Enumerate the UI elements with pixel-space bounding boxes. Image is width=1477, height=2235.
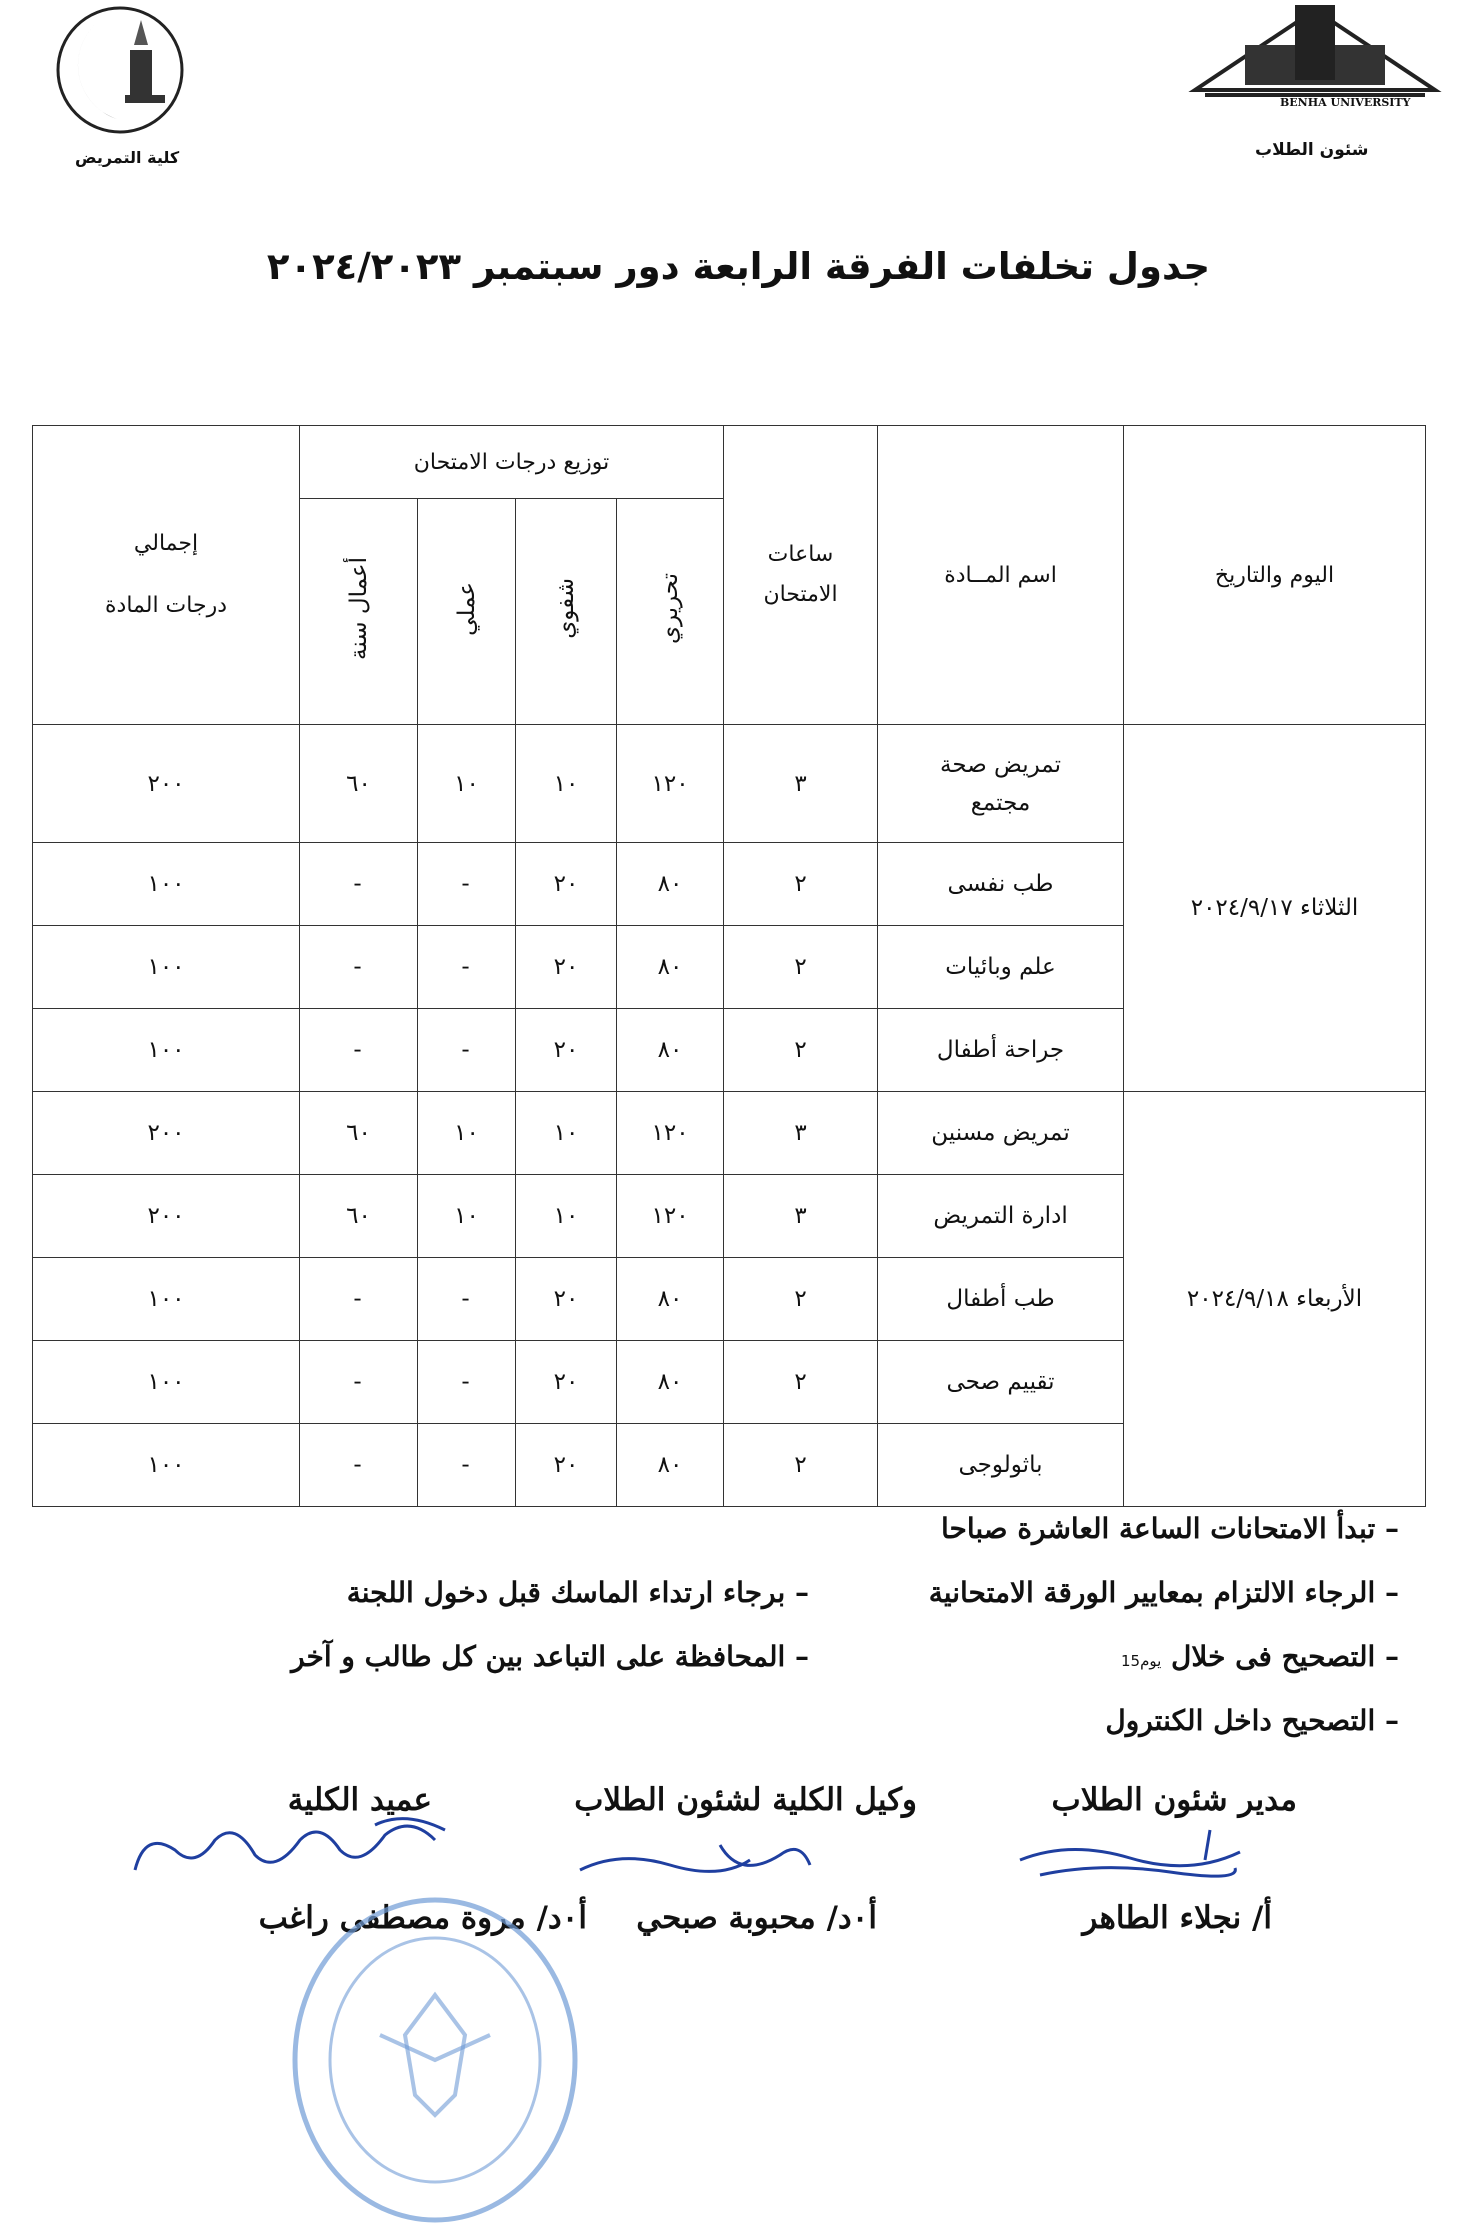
note-mask: – برجاء ارتداء الماسك قبل دخول اللجنة xyxy=(346,1576,809,1609)
table-row xyxy=(33,1092,1426,1175)
hours-cell: ٢ xyxy=(724,926,878,1009)
practical-cell: - xyxy=(418,1424,516,1507)
yearwork-cell: - xyxy=(300,1341,418,1424)
practical-cell: ١٠ xyxy=(418,1092,516,1175)
subject-cell: تمريض مسنين xyxy=(878,1092,1124,1175)
hours-cell: ٢ xyxy=(724,1341,878,1424)
subject-cell: ادارة التمريض xyxy=(878,1175,1124,1258)
practical-cell: - xyxy=(418,1009,516,1092)
total-cell: ١٠٠ xyxy=(33,1009,300,1092)
subject-cell: باثولوجى xyxy=(878,1424,1124,1507)
total-cell: ١٠٠ xyxy=(33,926,300,1009)
signature-title-student-affairs-manager: مدير شئون الطلاب xyxy=(1051,1782,1297,1818)
left-logo-caption: كلية التمريض xyxy=(75,148,180,167)
header-total-line2: درجات المادة xyxy=(105,593,227,618)
header-written: تحريري xyxy=(617,499,724,725)
yearwork-cell: - xyxy=(300,843,418,926)
signature-scribble-1 xyxy=(1010,1820,1250,1890)
written-cell: ٨٠ xyxy=(617,926,724,1009)
total-cell: ١٠٠ xyxy=(33,1258,300,1341)
practical-cell: ١٠ xyxy=(418,725,516,843)
written-cell: ٨٠ xyxy=(617,843,724,926)
oral-cell: ٢٠ xyxy=(516,1258,617,1341)
hours-cell: ٢ xyxy=(724,1009,878,1092)
note-exam-start: – تبدأ الامتحانات الساعة العاشرة صباحا xyxy=(940,1512,1399,1545)
oral-cell: ١٠ xyxy=(516,1092,617,1175)
practical-cell: - xyxy=(418,1341,516,1424)
header-subject: اسم المــادة xyxy=(878,426,1124,725)
oral-cell: ١٠ xyxy=(516,725,617,843)
hours-cell: ٢ xyxy=(724,843,878,926)
written-cell: ١٢٠ xyxy=(617,1092,724,1175)
official-stamp xyxy=(285,1885,585,2235)
subject-cell: جراحة أطفال xyxy=(878,1009,1124,1092)
total-cell: ٢٠٠ xyxy=(33,1175,300,1258)
oral-cell: ٢٠ xyxy=(516,926,617,1009)
yearwork-cell: - xyxy=(300,1258,418,1341)
note-correction-period: – التصحيح فى خلال يوم15 xyxy=(1120,1640,1399,1673)
header-total-line1: إجمالي xyxy=(133,531,199,556)
subject-cell: علم وبائيات xyxy=(878,926,1124,1009)
written-cell: ٨٠ xyxy=(617,1009,724,1092)
written-cell: ١٢٠ xyxy=(617,1175,724,1258)
hours-cell: ٣ xyxy=(724,725,878,843)
header-practical: عملي xyxy=(418,499,516,725)
total-cell: ١٠٠ xyxy=(33,843,300,926)
subject-cell: تمريض صحة مجتمع xyxy=(878,725,1124,843)
yearwork-cell: ٦٠ xyxy=(300,1092,418,1175)
written-cell: ١٢٠ xyxy=(617,725,724,843)
oral-cell: ١٠ xyxy=(516,1175,617,1258)
yearwork-cell: - xyxy=(300,1009,418,1092)
signature-scribble-2 xyxy=(570,1825,820,1895)
subject-cell: طب أطفال xyxy=(878,1258,1124,1341)
right-logo-text: BENHA UNIVERSITY xyxy=(1280,96,1411,109)
practical-cell: - xyxy=(418,843,516,926)
signature-name-student-affairs-manager: أ/ نجلاء الطاهر xyxy=(1082,1900,1272,1936)
signature-name-vice-dean: أ٠د/ محبوبة صبحي xyxy=(636,1900,877,1936)
note-correction-days: يوم15 xyxy=(1120,1652,1162,1670)
hours-cell: ٢ xyxy=(724,1258,878,1341)
note-correction-control: – التصحيح داخل الكنترول xyxy=(1105,1704,1399,1737)
total-cell: ١٠٠ xyxy=(33,1424,300,1507)
yearwork-cell: ٦٠ xyxy=(300,1175,418,1258)
practical-cell: ١٠ xyxy=(418,1175,516,1258)
header-yearwork: أعمال سنة xyxy=(300,499,418,725)
signature-title-vice-dean: وكيل الكلية لشئون الطلاب xyxy=(574,1782,917,1818)
oral-cell: ٢٠ xyxy=(516,1424,617,1507)
faculty-of-nursing-logo xyxy=(30,0,210,175)
yearwork-cell: - xyxy=(300,1424,418,1507)
yearwork-cell: ٦٠ xyxy=(300,725,418,843)
header-distribution: توزيع درجات الامتحان xyxy=(300,426,724,499)
signature-title-dean: عميد الكلية xyxy=(287,1782,432,1818)
signature-name-dean: أ٠د/ مروة مصطفى راغب xyxy=(258,1900,587,1936)
written-cell: ٨٠ xyxy=(617,1424,724,1507)
signature-scribble-3 xyxy=(125,1810,455,1890)
subject-cell: تقييم صحى xyxy=(878,1341,1124,1424)
note-distancing: – المحافظة على التباعد بين كل طالب و آخر xyxy=(291,1640,809,1673)
day-cell-1: الثلاثاء ٢٠٢٤/٩/١٧ xyxy=(1124,725,1426,1092)
practical-cell: - xyxy=(418,926,516,1009)
practical-cell: - xyxy=(418,1258,516,1341)
header-exam-hours: ساعات الامتحان xyxy=(724,426,878,725)
right-logo-caption: شئون الطلاب xyxy=(1255,140,1369,160)
hours-cell: ٣ xyxy=(724,1175,878,1258)
oral-cell: ٢٠ xyxy=(516,1341,617,1424)
written-cell: ٨٠ xyxy=(617,1258,724,1341)
total-cell: ٢٠٠ xyxy=(33,1092,300,1175)
written-cell: ٨٠ xyxy=(617,1341,724,1424)
hours-cell: ٢ xyxy=(724,1424,878,1507)
table-row xyxy=(33,725,1426,843)
day-cell-2: الأربعاء ٢٠٢٤/٩/١٨ xyxy=(1124,1092,1426,1507)
note-paper-standards: – الرجاء الالتزام بمعايير الورقة الامتحانية xyxy=(928,1576,1399,1609)
header-total xyxy=(33,426,300,725)
yearwork-cell: - xyxy=(300,926,418,1009)
oral-cell: ٢٠ xyxy=(516,1009,617,1092)
hours-cell: ٣ xyxy=(724,1092,878,1175)
total-cell: ١٠٠ xyxy=(33,1341,300,1424)
benha-university-logo xyxy=(1185,0,1445,175)
total-cell: ٢٠٠ xyxy=(33,725,300,843)
header-day-date: اليوم والتاريخ xyxy=(1124,426,1426,725)
exam-schedule-table xyxy=(32,425,1426,1507)
subject-cell: طب نفسى xyxy=(878,843,1124,926)
oral-cell: ٢٠ xyxy=(516,843,617,926)
page-title: جدول تخلفات الفرقة الرابعة دور سبتمبر ٢٠٢٤/٢٠٢٣ xyxy=(266,245,1211,288)
header-oral: شفوي xyxy=(516,499,617,725)
